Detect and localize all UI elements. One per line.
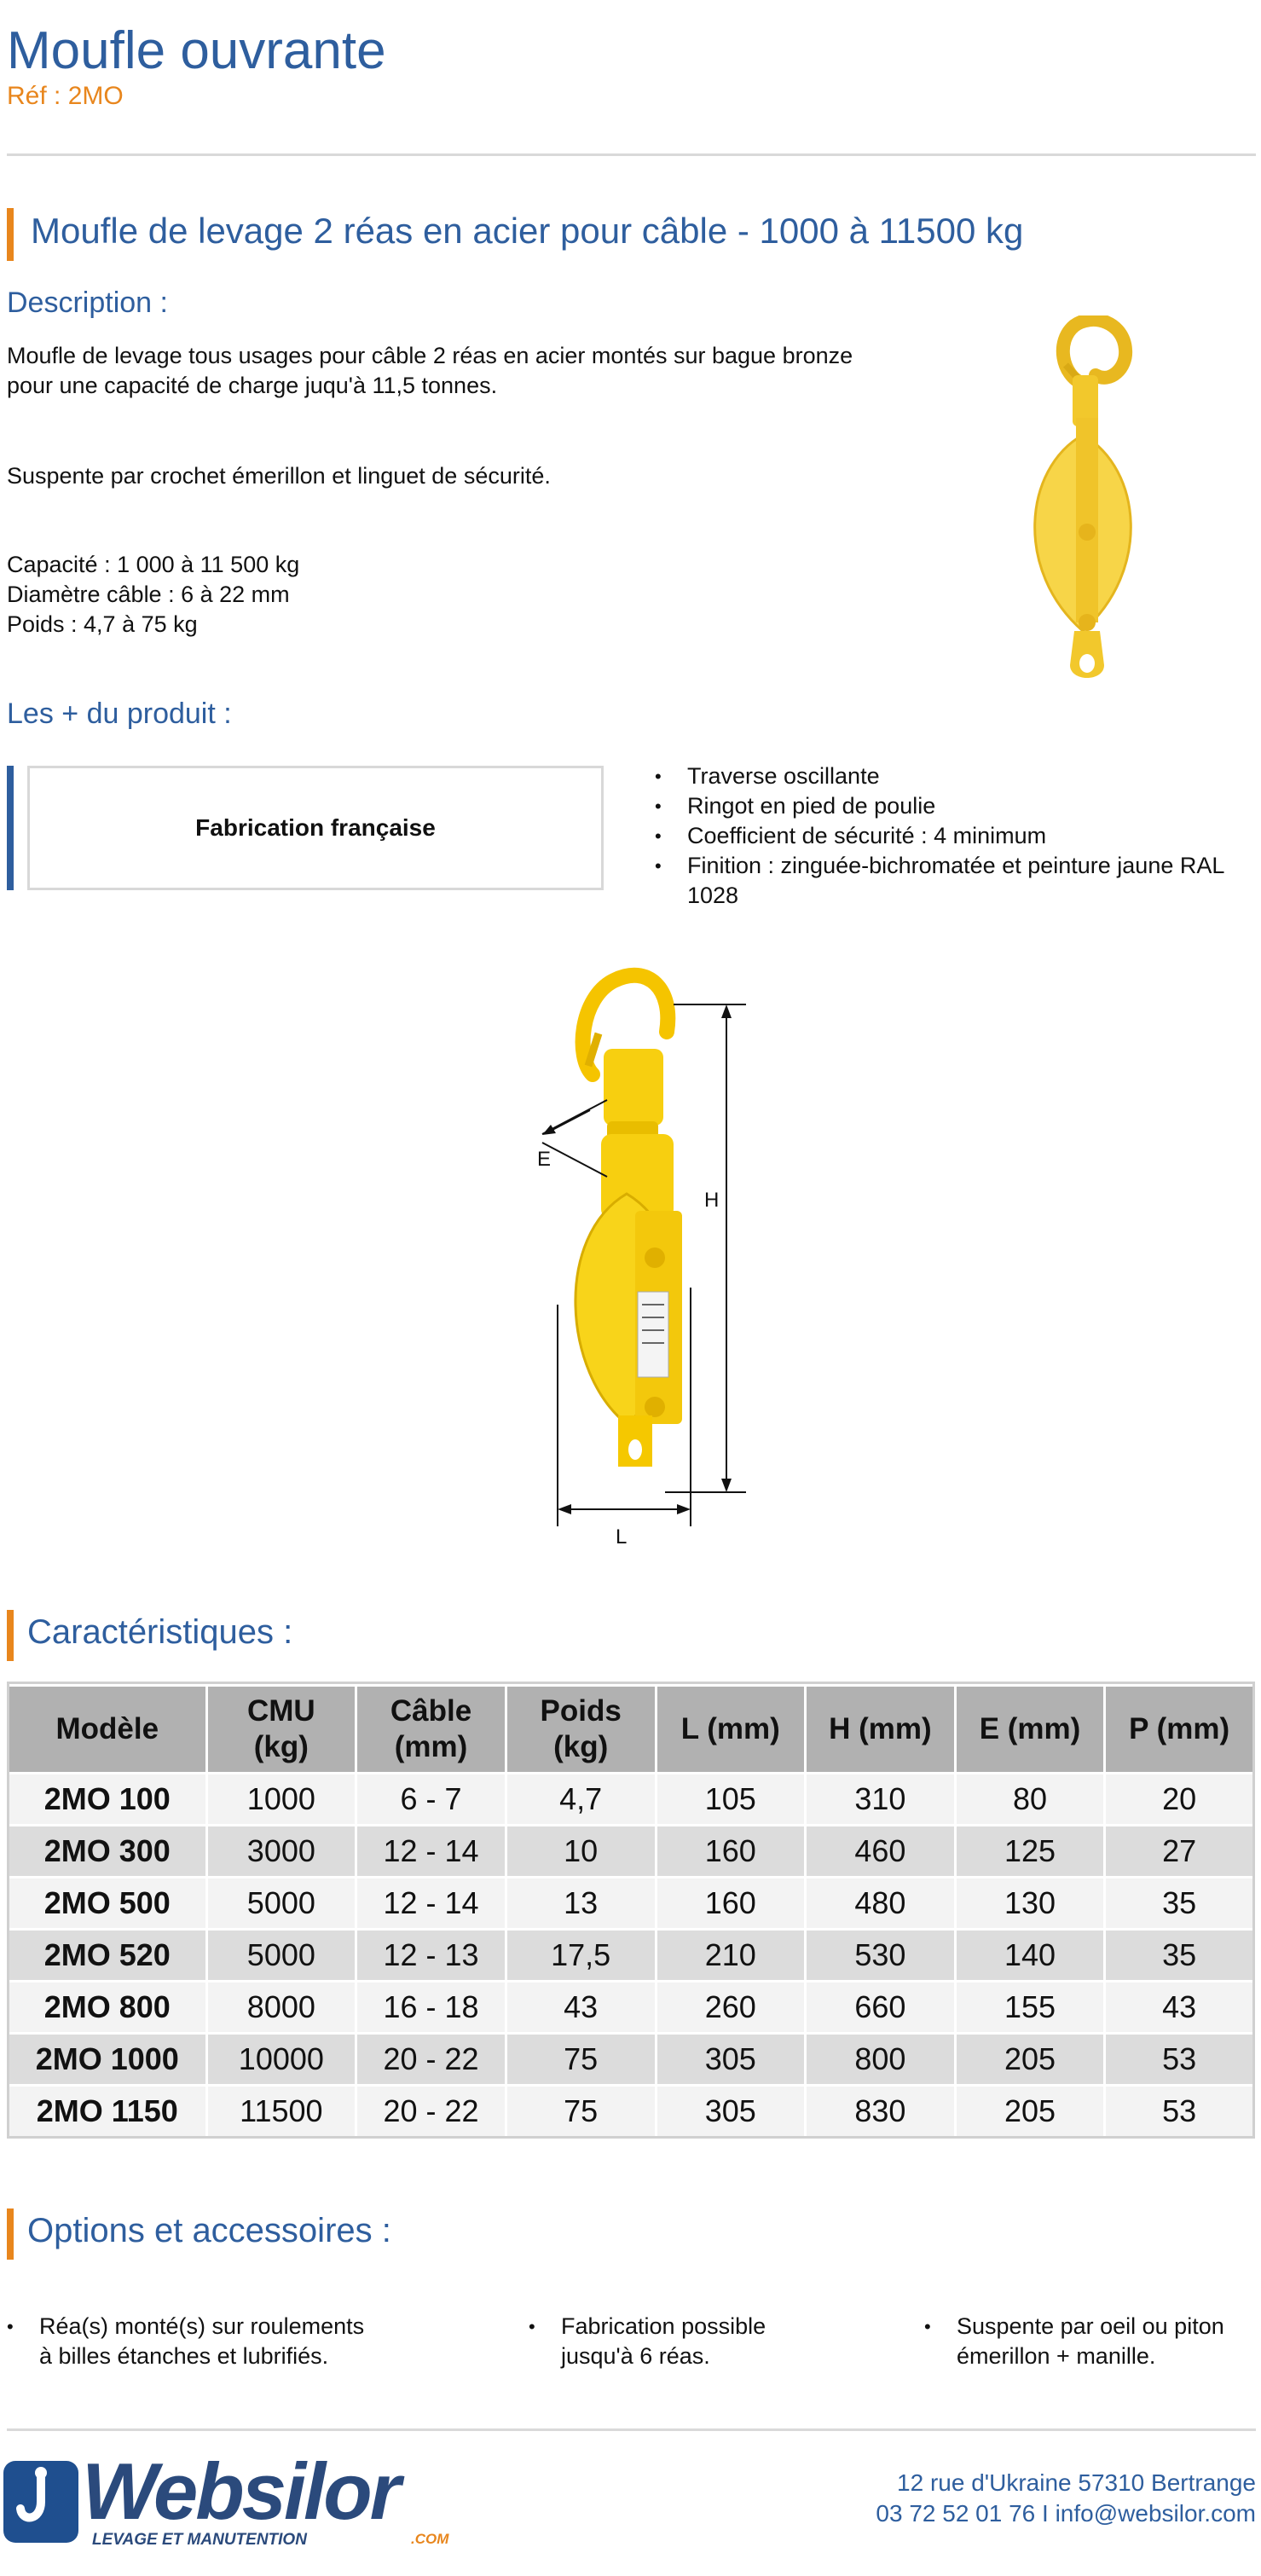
option-text: jusqu'à 6 réas. [561,2343,710,2369]
table-cell: 6 - 7 [356,1774,506,1826]
table-cell: 20 - 22 [356,2034,506,2086]
table-cell: 460 [806,1826,956,1878]
col-header-weight: Poids (kg) [506,1686,656,1774]
col-header-e: E (mm) [955,1686,1105,1774]
table-cell: 20 - 22 [356,2086,506,2138]
specs-table [7,1684,1255,2139]
description-specs [7,550,299,640]
advantages-heading: Les + du produit : [7,698,232,730]
table-cell: 35 [1105,1878,1254,1930]
option-item-2 [529,2312,887,2371]
table-cell: 260 [656,1982,806,2034]
table-cell: 4,7 [506,1774,656,1826]
table-cell-model: 2MO 500 [9,1878,207,1930]
logo-tagline: LEVAGE ET MANUTENTION [92,2531,307,2549]
description-paragraph-1b: pour une capacité de charge juqu'à 11,5 tonnes. [7,373,498,398]
option-item-3 [924,2312,1257,2371]
advantage-item: • Finition : zinguée-bichromatée et peinture jaune RAL 1028 [655,851,1252,911]
table-cell: 10 [506,1826,656,1878]
table-row [9,1982,1254,2034]
table-cell-model: 2MO 1000 [9,2034,207,2086]
product-reference: Réf : 2MO [7,82,124,110]
product-subtitle: Moufle de levage 2 réas en acier pour câble - 1000 à 11500 kg [31,211,1024,251]
col-header-model: Modèle [9,1686,207,1774]
table-cell: 8000 [206,1982,356,2034]
table-row [9,1826,1254,1878]
table-cell: 11500 [206,2086,356,2138]
table-cell: 155 [955,1982,1105,2034]
table-cell: 75 [506,2086,656,2138]
table-cell: 53 [1105,2034,1254,2086]
websilor-logo[interactable] [3,2446,481,2551]
advantage-item: • Ringot en pied de poulie [655,791,1252,821]
diagram-label-h: H [704,1189,720,1212]
table-cell: 12 - 13 [356,1930,506,1982]
weight-text: Poids : 4,7 à 75 kg [7,611,198,637]
table-cell: 16 - 18 [356,1982,506,2034]
table-row [9,1878,1254,1930]
table-cell: 830 [806,2086,956,2138]
table-cell: 35 [1105,1930,1254,1982]
capacity-text: Capacité : 1 000 à 11 500 kg [7,552,300,577]
table-cell: 660 [806,1982,956,2034]
option-text: à billes étanches et lubrifiés. [39,2343,329,2369]
table-cell: 10000 [206,2034,356,2086]
page-title: Moufle ouvrante [7,21,386,80]
table-row [9,1930,1254,1982]
specs-header-row [9,1686,1254,1774]
advantages-list [655,761,1252,911]
logo-wordmark: Websilor [82,2446,399,2536]
table-cell: 3000 [206,1826,356,1878]
table-cell-model: 2MO 100 [9,1774,207,1826]
table-cell: 800 [806,2034,956,2086]
advantage-item: • Coefficient de sécurité : 4 minimum [655,821,1252,851]
table-cell: 205 [955,2086,1105,2138]
table-cell-model: 2MO 520 [9,1930,207,1982]
subtitle-accent-bar [7,208,14,261]
col-header-cmu: CMU (kg) [206,1686,356,1774]
diagram-label-l: L [616,1525,628,1548]
options-heading: Options et accessoires : [27,2212,391,2249]
dimension-diagram [529,964,767,1552]
advantage-item: • Traverse oscillante [655,761,1252,791]
table-cell: 125 [955,1826,1105,1878]
table-cell: 1000 [206,1774,356,1826]
made-in-france-box [27,766,604,890]
table-cell: 160 [656,1826,806,1878]
col-header-h: H (mm) [806,1686,956,1774]
table-cell: 105 [656,1774,806,1826]
diameter-text: Diamètre câble : 6 à 22 mm [7,582,290,607]
table-cell: 130 [955,1878,1105,1930]
description-paragraph-2: Suspente par crochet émerillon et linguet de sécurité. [7,463,551,489]
option-text: Suspente par oeil ou piton [957,2313,1224,2339]
made-in-france-label: Fabrication française [195,814,436,841]
advantages-accent-bar [7,766,14,890]
diagram-label-e: E [537,1148,552,1171]
specs-accent-bar [7,1610,14,1661]
table-row [9,2086,1254,2138]
table-cell: 53 [1105,2086,1254,2138]
table-cell: 75 [506,2034,656,2086]
col-header-l: L (mm) [656,1686,806,1774]
table-cell: 43 [1105,1982,1254,2034]
option-text: émerillon + manille. [957,2343,1156,2369]
table-cell: 27 [1105,1826,1254,1878]
table-cell: 5000 [206,1930,356,1982]
table-cell: 43 [506,1982,656,2034]
logo-domain: .COM [411,2531,449,2547]
table-cell-model: 2MO 800 [9,1982,207,2034]
company-contact[interactable]: 03 72 52 01 76 I info@websilor.com [876,2500,1256,2527]
option-text: Fabrication possible [561,2313,766,2339]
table-cell: 80 [955,1774,1105,1826]
table-cell: 310 [806,1774,956,1826]
table-cell: 140 [955,1930,1105,1982]
options-accent-bar [7,2208,14,2260]
description-text [7,341,962,401]
footer-divider [7,2428,1256,2431]
option-text: Réa(s) monté(s) sur roulements [39,2313,365,2339]
table-cell-model: 2MO 1150 [9,2086,207,2138]
table-row [9,2034,1254,2086]
col-header-cable: Câble (mm) [356,1686,506,1774]
table-cell: 13 [506,1878,656,1930]
table-cell: 160 [656,1878,806,1930]
table-cell: 12 - 14 [356,1878,506,1930]
table-cell: 20 [1105,1774,1254,1826]
product-photo [980,315,1185,699]
col-header-p: P (mm) [1105,1686,1254,1774]
option-item-1 [7,2312,484,2371]
table-cell: 12 - 14 [356,1826,506,1878]
table-row [9,1774,1254,1826]
specs-heading: Caractéristiques : [27,1613,293,1651]
table-cell: 5000 [206,1878,356,1930]
company-address: 12 rue d'Ukraine 57310 Bertrange [897,2469,1256,2496]
table-cell: 210 [656,1930,806,1982]
table-cell: 305 [656,2034,806,2086]
description-paragraph-1: Moufle de levage tous usages pour câble 2 réas en acier montés sur bague bronze [7,343,853,368]
table-cell: 17,5 [506,1930,656,1982]
table-cell-model: 2MO 300 [9,1826,207,1878]
description-heading: Description : [7,287,168,319]
table-cell: 480 [806,1878,956,1930]
hook-logo-icon [3,2461,78,2543]
table-cell: 305 [656,2086,806,2138]
table-cell: 530 [806,1930,956,1982]
header-divider [7,153,1256,156]
table-cell: 205 [955,2034,1105,2086]
